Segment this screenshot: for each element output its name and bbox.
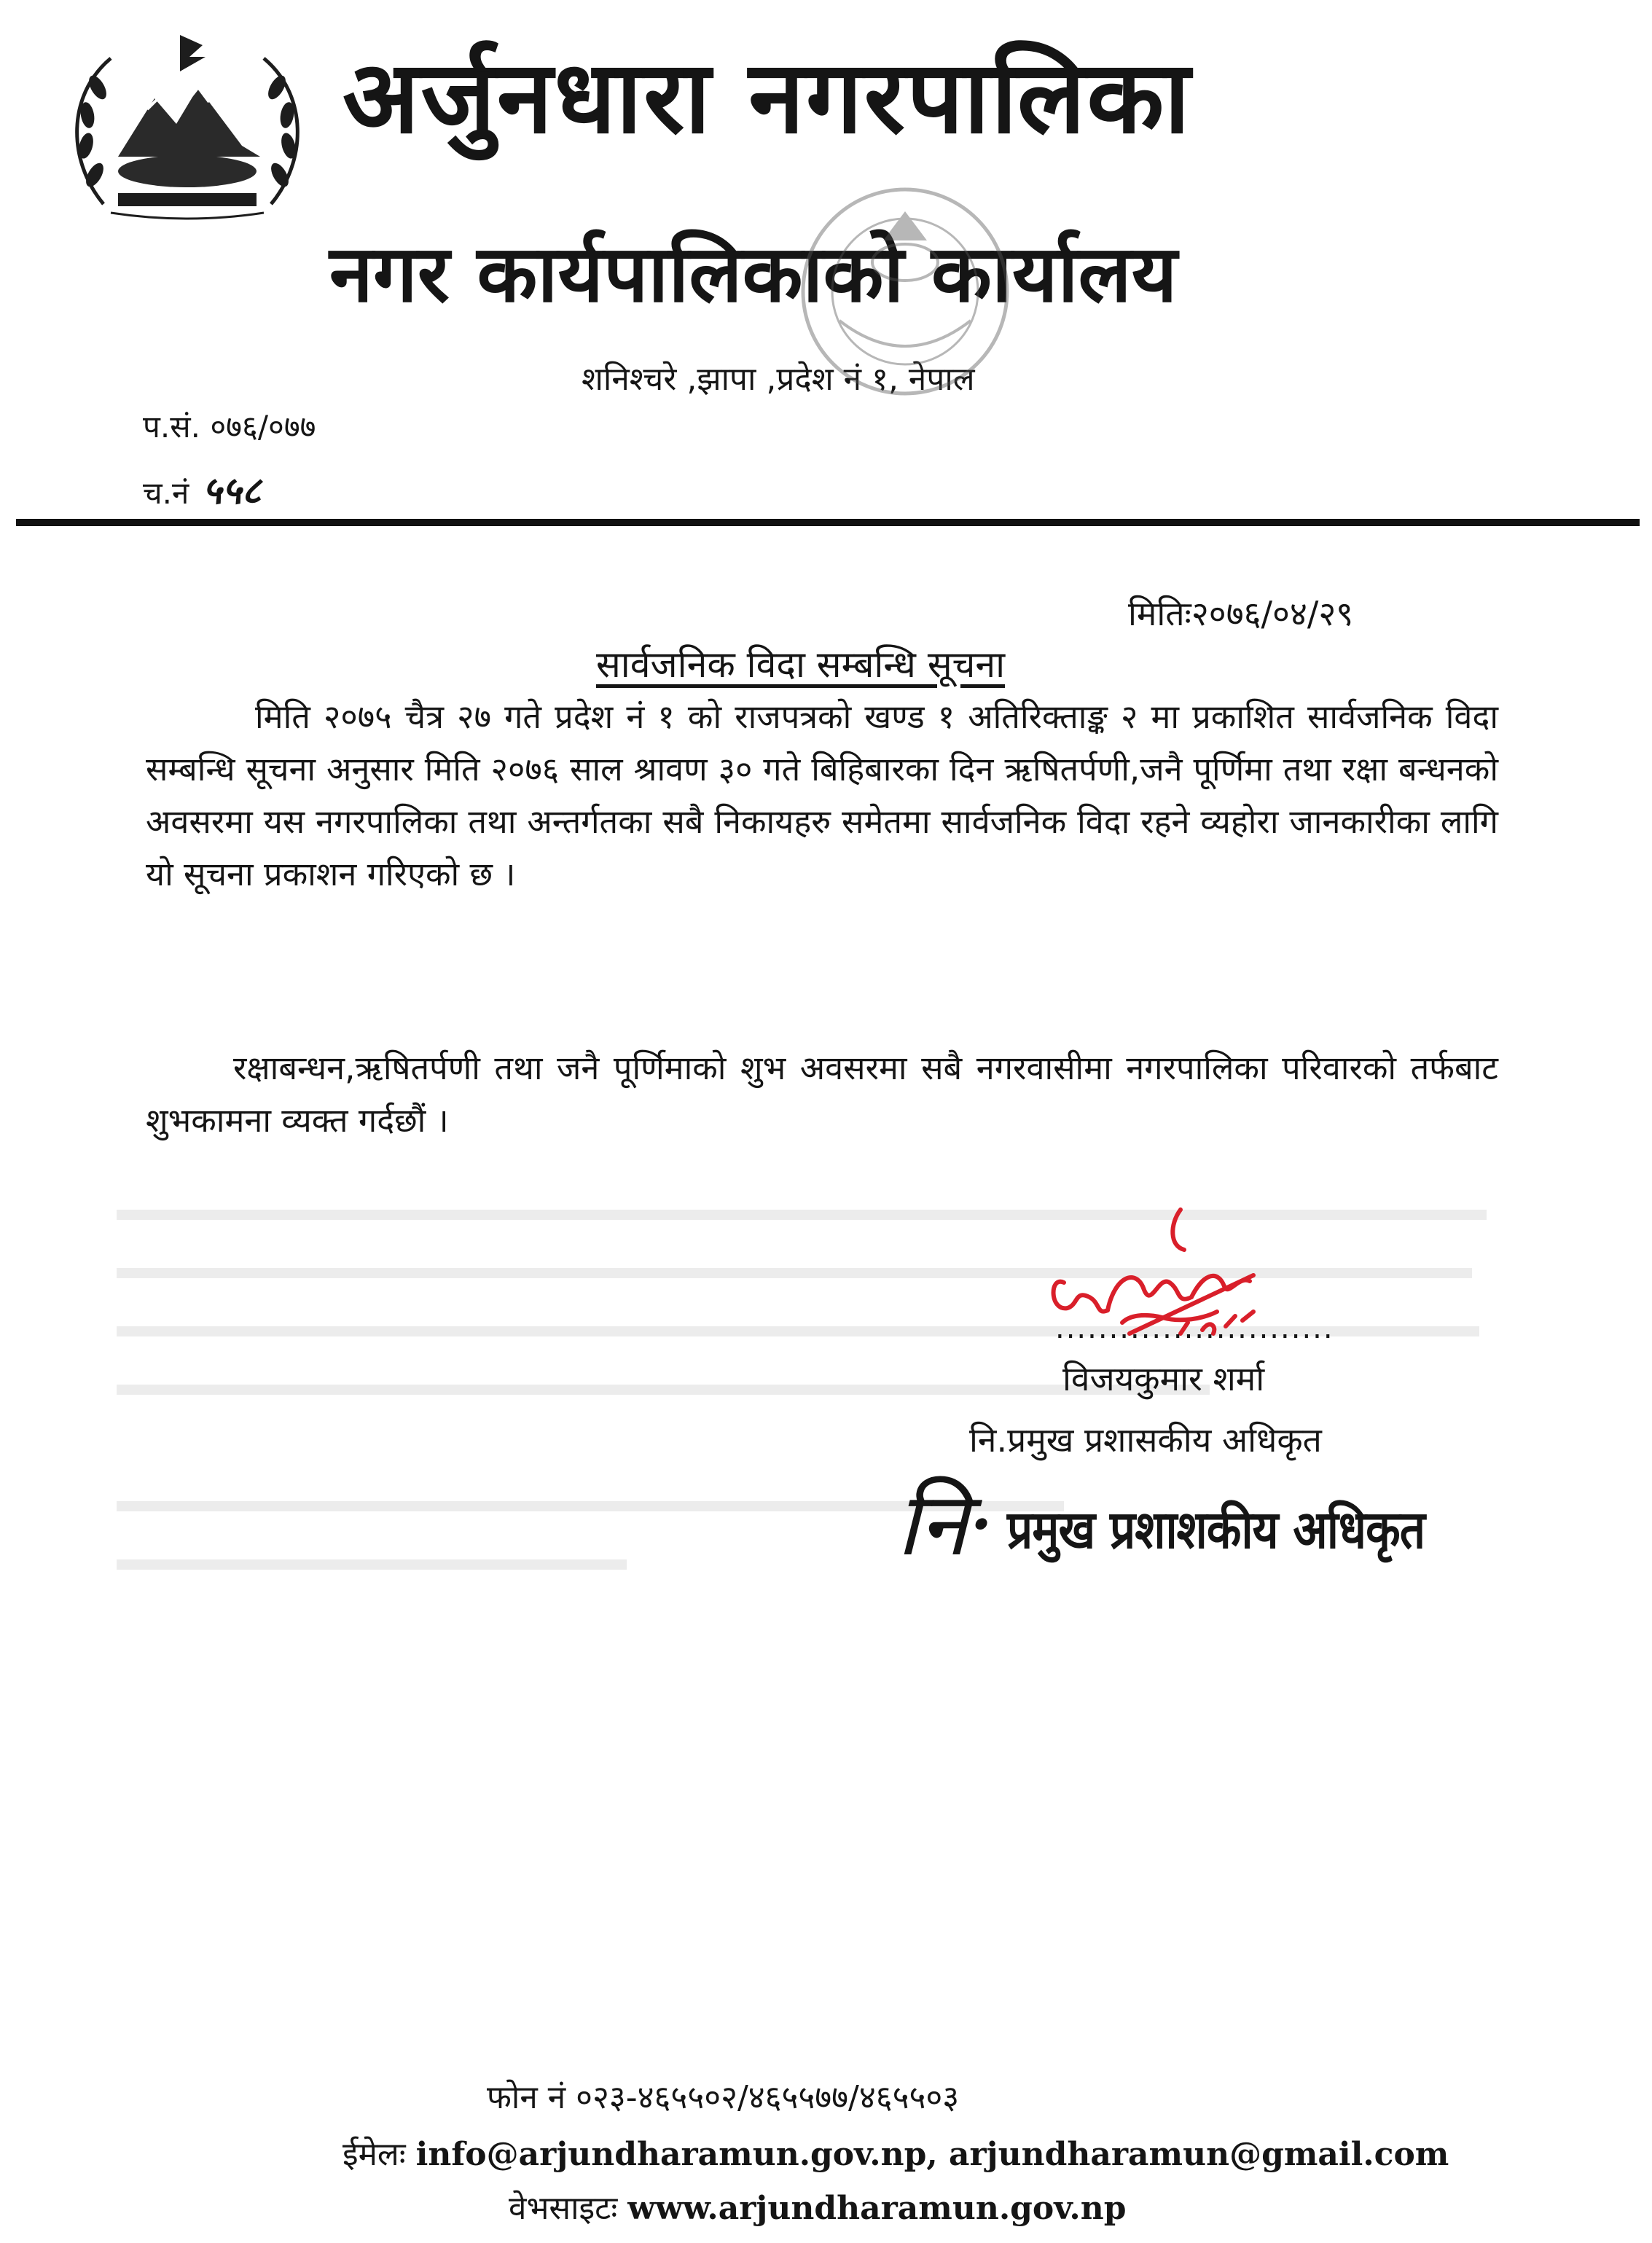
footer-website xyxy=(509,2185,1126,2228)
footer-email xyxy=(342,2131,1449,2175)
stamp-designation-text: प्रमुख प्रशाशकीय अधिकृत xyxy=(1007,1499,1425,1560)
municipality-title: अर्जुनधारा नगरपालिका xyxy=(342,39,1192,156)
signer-name: विजयकुमार शर्मा xyxy=(1062,1359,1265,1398)
fiscal-year-reference xyxy=(143,405,316,447)
office-subtitle: नगर कार्यपालिकाको कार्यालय xyxy=(329,229,1178,320)
header-divider xyxy=(16,519,1640,526)
footer-phone xyxy=(487,2074,959,2118)
notice-paragraph-2: रक्षाबन्धन,ऋषितर्पणी तथा जनै पूर्णिमाको शुभ अवसरमा सबै नगरवासीमा नगरपालिका परिवारको तर्फबाट शुभकामना व्यक्त गर्दछौं । xyxy=(146,1049,1498,1140)
website-value: www.arjundharamun.gov.np xyxy=(627,2190,1127,2227)
notice-paragraph-1: मिति २०७५ चैत्र २७ गते प्रदेश नं १ को राजपत्रको खण्ड १ अतिरिक्ताङ्क २ मा प्रकाशित सार्वजनिक विदा सम्बन्धि सूचना अनुसार मिति २०७६ साल श्रावण ३० गते बिहिबारका दिन ऋषितर्पणी,जनै पूर्णिमा तथा रक्षा बन्धनको अवसरमा यस नगरपालिका तथा अन्तर्गतका सबै निकायहरु समेतमा सार्वजनिक विदा रहने व्यहोरा जानकारीका लागि यो सूचना प्रकाशन गरिएको छ । xyxy=(146,697,1498,893)
dispatch-number-reference xyxy=(143,463,261,515)
fiscal-year-label: प.सं. xyxy=(143,409,200,445)
signature-dotted-line: .......................... xyxy=(1055,1312,1334,1345)
office-address: शनिश्चरे ,झापा ,प्रदेश नं १, नेपाल xyxy=(582,361,975,398)
phone-label: फोन नं xyxy=(487,2079,566,2116)
dispatch-number-value: ५५८ xyxy=(202,469,262,513)
nepal-government-emblem-icon xyxy=(60,29,315,226)
office-seal-stamp-icon xyxy=(796,153,1014,430)
email-label: ईमेलः xyxy=(342,2136,406,2173)
phone-value: ०२३-४६५५०२/४६५५७७/४६५५०३ xyxy=(576,2079,960,2116)
designation-rubber-stamp xyxy=(896,1471,1425,1587)
stamp-handwritten-prefix: नि· xyxy=(896,1474,995,1575)
website-label: वेभसाइटः xyxy=(509,2190,618,2227)
dispatch-number-label: च.नं xyxy=(143,475,189,511)
notice-date: मितिः२०७६/०४/२९ xyxy=(1128,594,1354,633)
notice-title: सार्वजनिक विदा सम्बन्धि सूचना xyxy=(596,643,1006,686)
email-value: info@arjundharamun.gov.np, arjundharamun@gmail.com xyxy=(415,2136,1449,2173)
signer-designation: नि.प्रमुख प्रशासकीय अधिकृत xyxy=(969,1420,1322,1460)
fiscal-year-value: ०७६/०७७ xyxy=(210,409,316,445)
